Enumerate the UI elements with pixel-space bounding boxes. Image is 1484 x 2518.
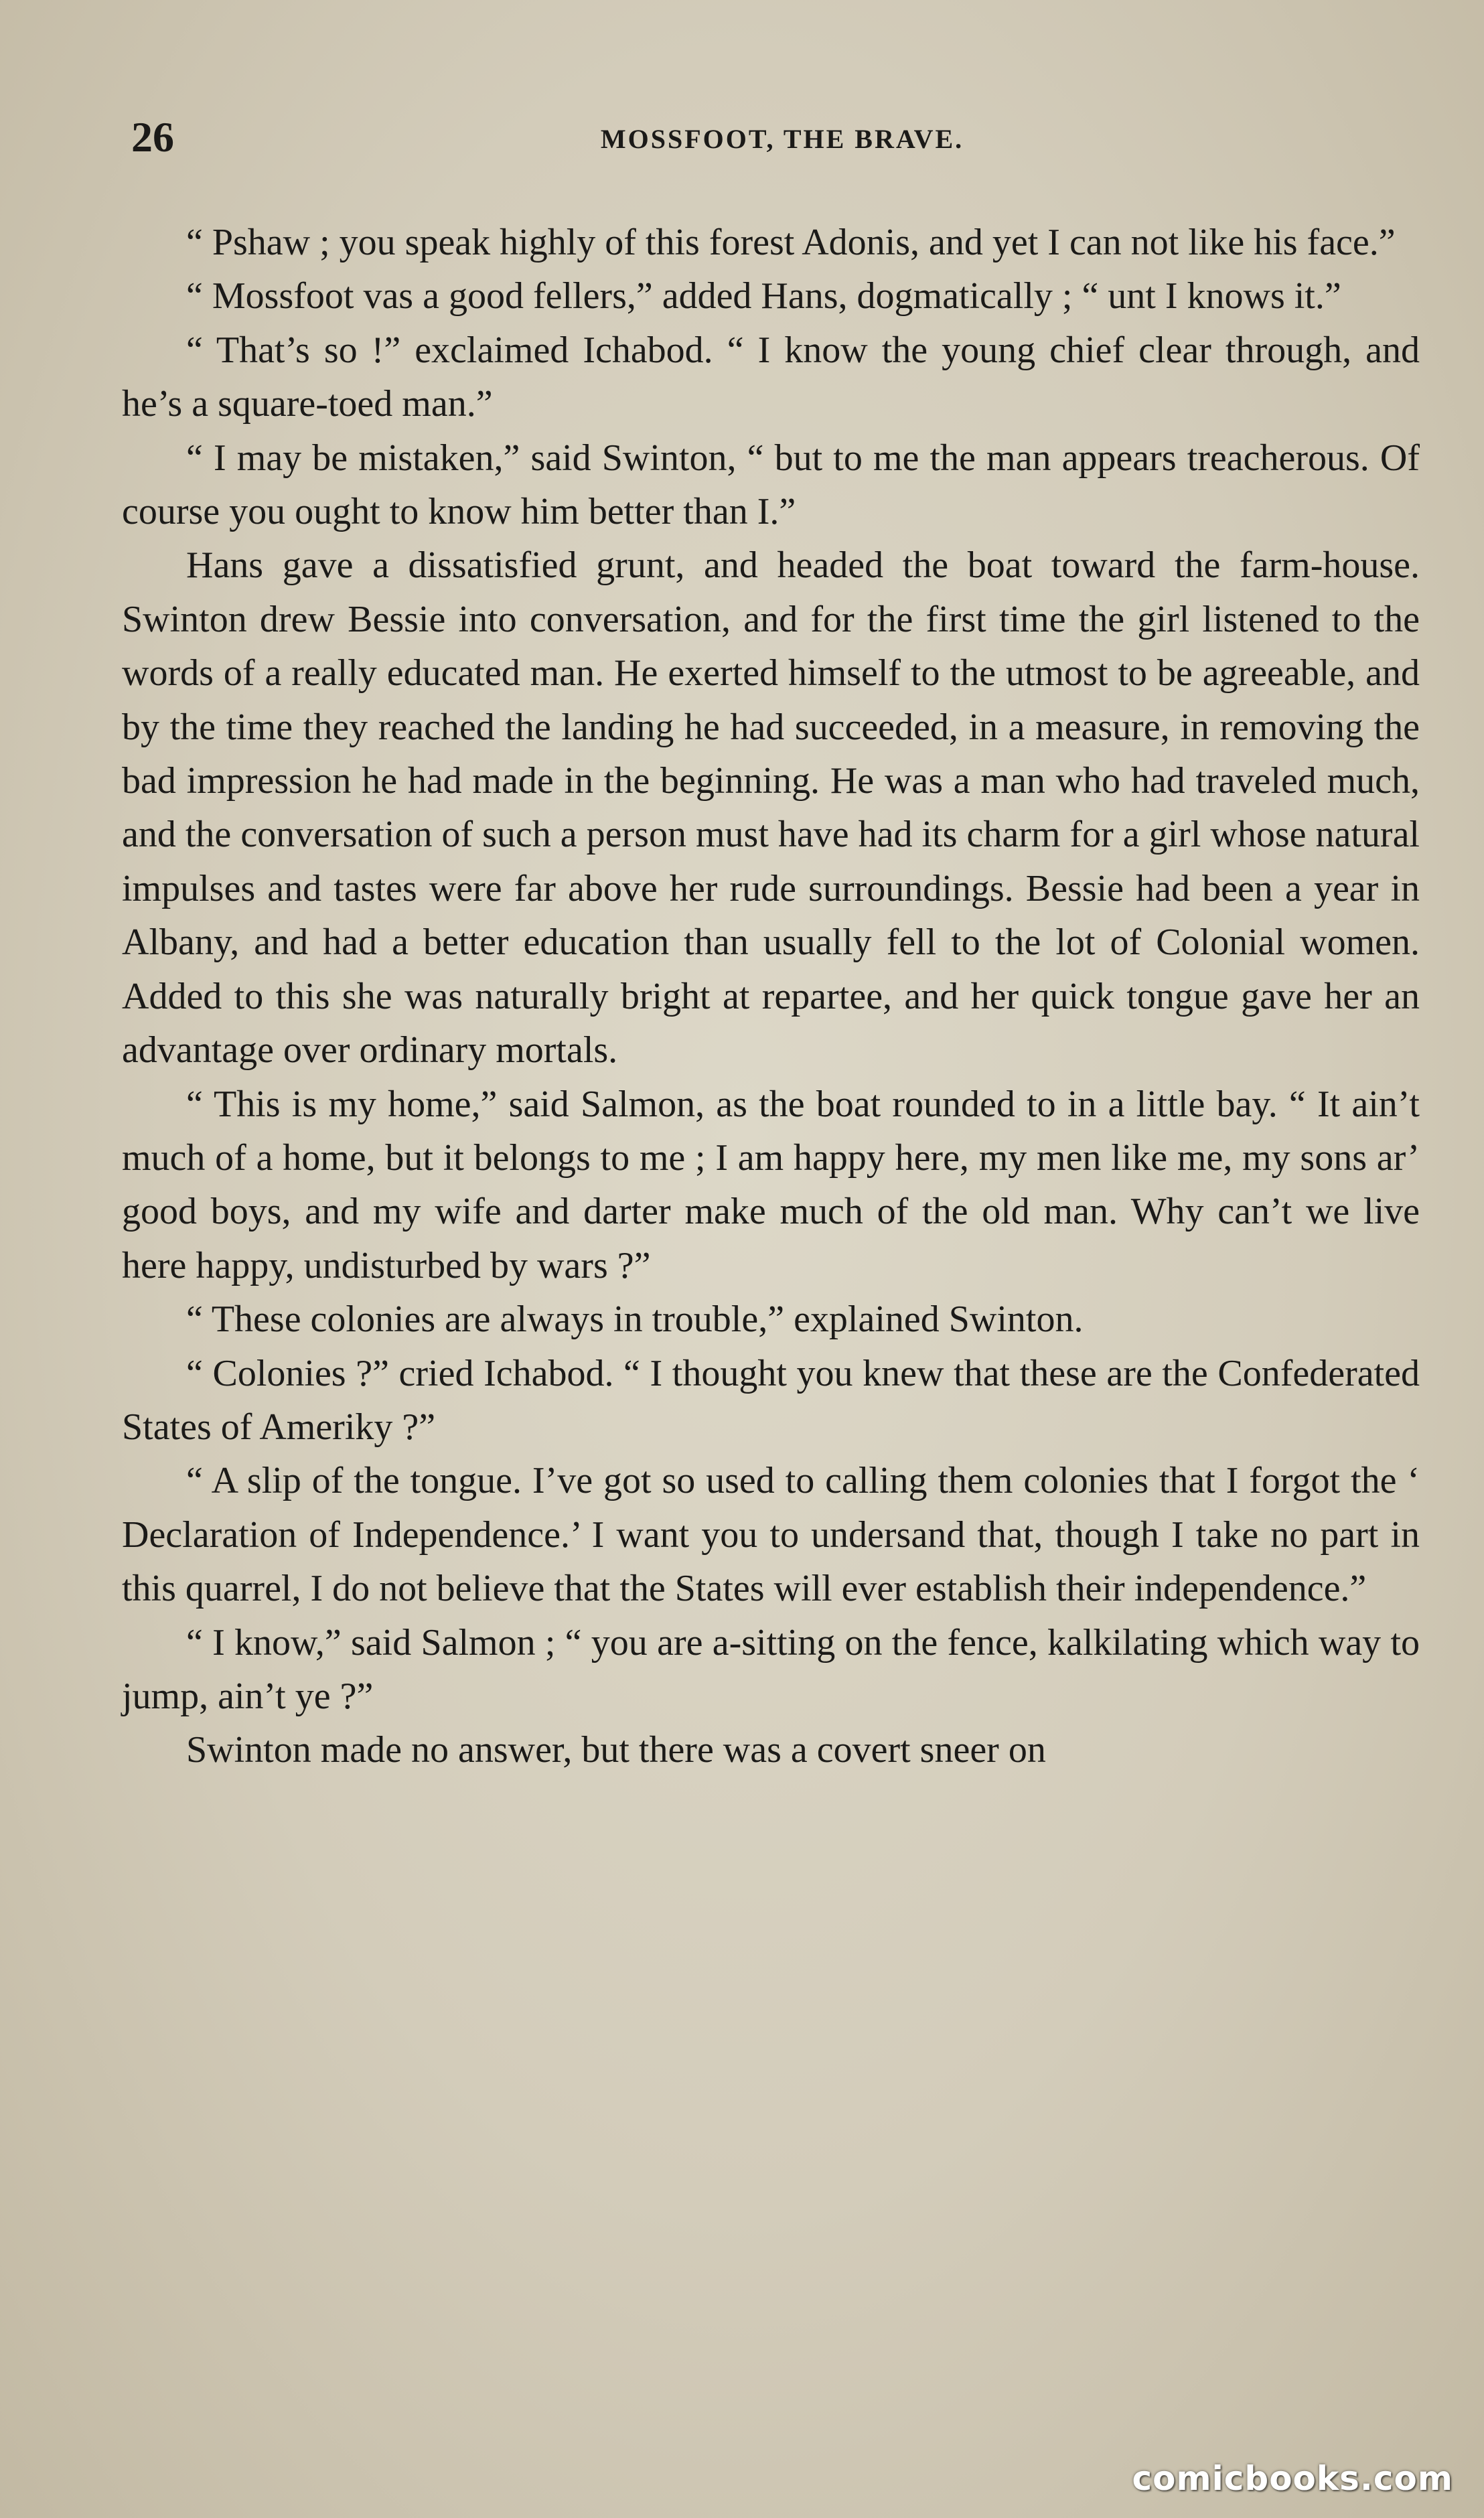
paragraph: “ This is my home,” said Salmon, as the boat rounded to in a little bay. “ It ain’t much of a home, but it belongs to me ; I am happy here, my men like me, my sons ar’ good boys, and my wife and darter make much of the old man. Why can’t we live here happy, undisturbed by wars ?” xyxy=(122,1083,1420,1286)
paragraph: “ Pshaw ; you speak highly of this forest Adonis, and yet I can not like his face.” xyxy=(186,222,1396,263)
page-number: 26 xyxy=(131,113,174,161)
paragraph: “ Mossfoot vas a good fellers,” added Hans, dogmatically ; “ unt I knows it.” xyxy=(186,275,1341,317)
paragraph: “ That’s so !” exclaimed Ichabod. “ I know the young chief clear through, and he’s a square-toed man.” xyxy=(122,329,1420,425)
running-head: MOSSFOOT, THE BRAVE. xyxy=(600,124,964,154)
paragraph: Hans gave a dissatisfied grunt, and headed the boat toward the farm-house. Swinton drew Bessie into conversation, and for the first time the girl listened to the words of a really educated man. He exerted himself to the utmost to be agreeable, and by the time they reached the landing he had succeeded, in a measure, in removing the bad impression he had made in the beginning. He was a man who had traveled much, and the conversation of such a person must have had its charm for a girl whose natural impulses and tastes were far above her rude surroundings. Bessie had been a year in Albany, and had a better education than usually fell to the lot of Colonial women. Added to this she was naturally bright at repartee, and her quick tongue gave her an advantage over ordinary mortals. xyxy=(122,544,1420,1071)
watermark: comicbooks.com xyxy=(1132,2459,1453,2498)
paragraph: “ I may be mistaken,” said Swinton, “ but to me the man appears treacherous. Of course you ought to know him better than I.” xyxy=(122,437,1420,533)
body-text xyxy=(122,216,1420,1777)
paragraph-continued: Swinton made no answer, but there was a covert sneer on xyxy=(186,1729,1046,1771)
paragraph: “ These colonies are always in trouble,” explained Swinton. xyxy=(186,1299,1084,1341)
paragraph: “ A slip of the tongue. I’ve got so used to calling them colonies that I forgot the ‘ Declaration of Independence.’ I want you to undersand that, though I take no part in this quarrel, I do not believe that the States will ever establish their independence.” xyxy=(122,1460,1420,1610)
page-header xyxy=(131,113,1433,173)
paragraph: “ Colonies ?” cried Ichabod. “ I thought you knew that these are the Confederated States of Ameriky ?” xyxy=(122,1352,1420,1448)
paragraph: “ I know,” said Salmon ; “ you are a-sitting on the fence, kalkilating which way to jump, ain’t ye ?” xyxy=(122,1621,1420,1717)
